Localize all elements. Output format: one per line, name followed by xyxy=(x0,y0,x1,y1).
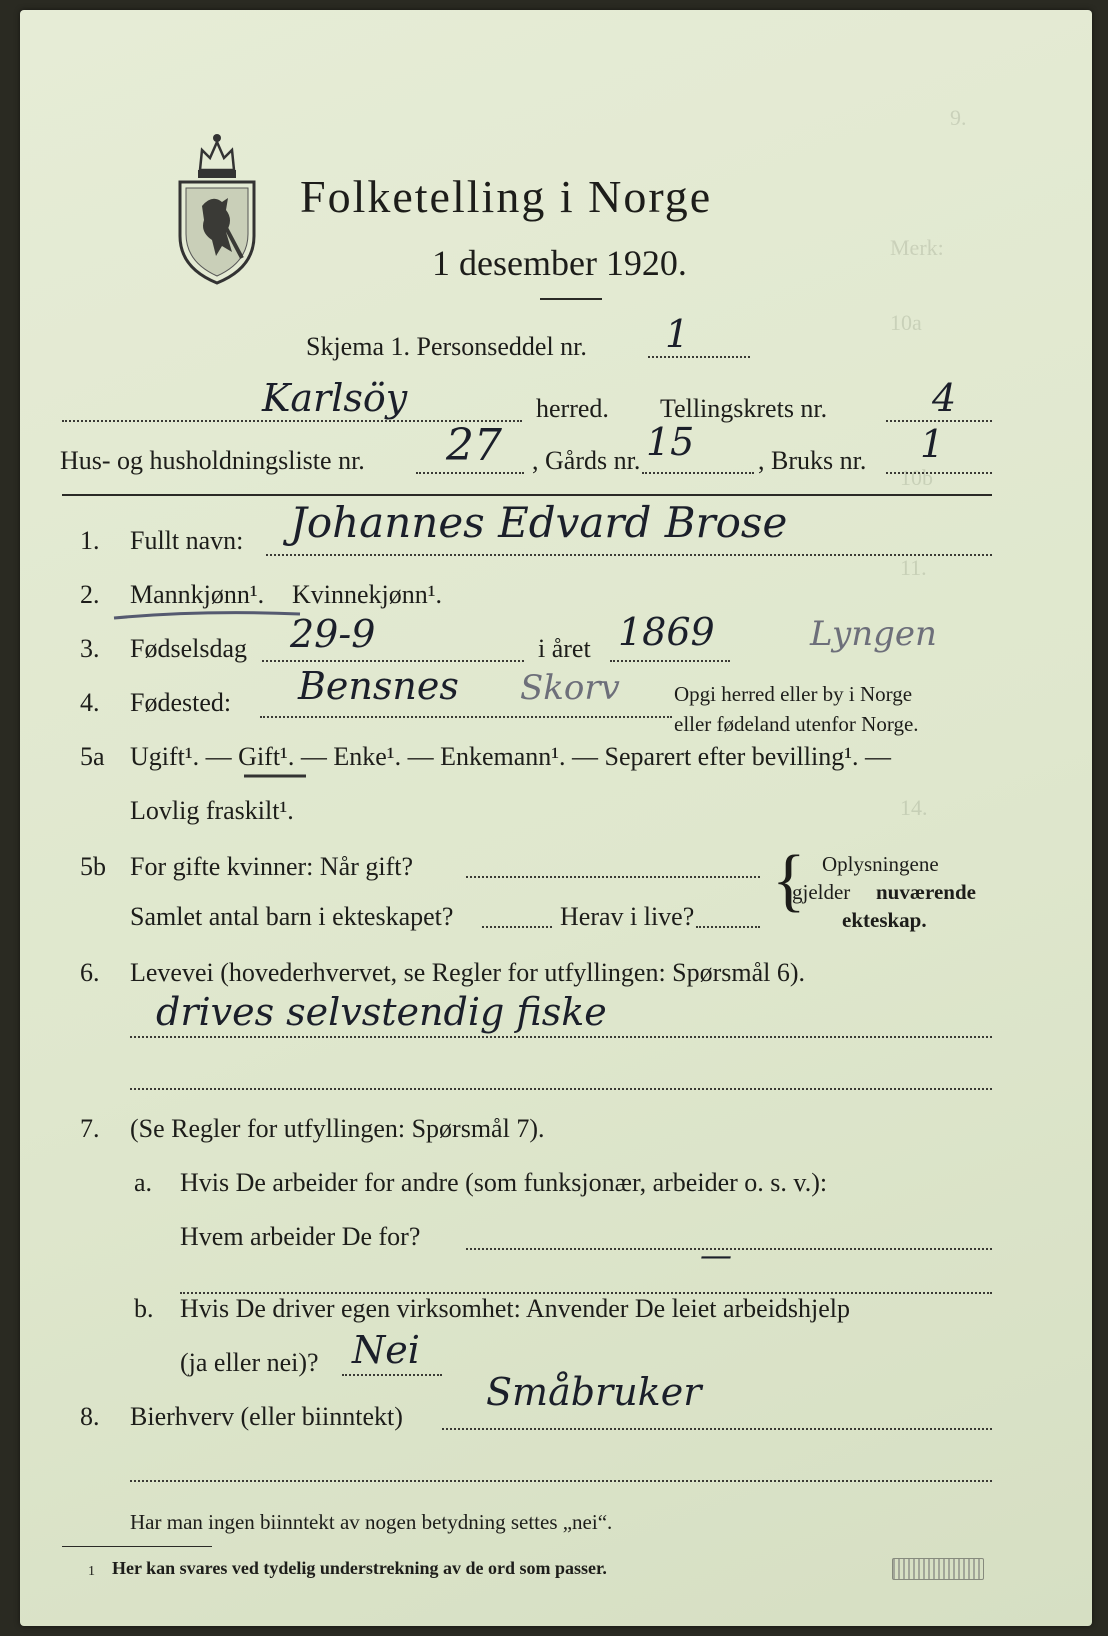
q3-year-label: i året xyxy=(538,634,591,663)
q5b-note-line1: Oplysningene xyxy=(822,852,939,876)
q5a-number: 5a xyxy=(80,742,105,771)
q7a-employer-label: Hvem arbeider De for? xyxy=(180,1222,421,1251)
schema-label: Skjema 1. Personseddel nr. xyxy=(306,332,587,361)
side-income-note: Har man ingen biinntekt av nogen betydning settes „nei“. xyxy=(130,1510,613,1534)
q6-occupation-value: drives selvstendig fiske xyxy=(156,990,607,1034)
farm-number-value: 15 xyxy=(646,420,695,464)
q2-number: 2. xyxy=(80,580,100,609)
q1-number: 1. xyxy=(80,526,100,555)
printer-stamp xyxy=(892,1558,984,1580)
farm-number-label: , Gårds nr. xyxy=(532,446,641,475)
holding-number-value: 1 xyxy=(920,422,945,466)
brace-icon: { xyxy=(772,842,806,919)
married-underline-mark xyxy=(242,770,308,782)
q7b-text: Hvis De driver egen virksomhet: Anvender De leiet arbeidshjelp xyxy=(180,1294,851,1323)
q7b-letter: b. xyxy=(134,1294,154,1323)
q7a-letter: a. xyxy=(134,1168,153,1197)
enumeration-district-value: 4 xyxy=(932,376,957,420)
q6-number: 6. xyxy=(80,958,100,987)
census-form-page: 9. Merk: 10a 10b 11. 14. Folketelling i Norge 1 desember 1920. Skjema 1. Personseddel nr. 1 Karlsöy herred. Tellingskrets nr. 4 Hus- og husholdningsliste nr. 27 , Gårds nr. 15 , Bruks nr. 1 1. Fullt navn: Johannes Edvard Brose 2. Mannkjønn¹. Kvinnekjønn¹. 3. Fødselsdag 29-9 i året 1869 Lyngen 4. Fødested: Bensnes Skorv Opgi herred eller by i Norge eller fødeland utenfor Norge. 5a Ugift¹. — Gift¹. — Enke¹. — Enkemann¹. — Separert efter bevilling¹. — Lovlig fraskilt¹. 5b For gifte kvinner: Når gift? Samlet antal barn i ekteskapet? Herav i live? { Oplysningene gjelder nuværende ekteskap. 6. Levevei (hovederhvervet, se Regler for utfyllingen: Spørsmål 6). drives selvstendig fiske 7. (Se Regler for utfyllingen: Spørsmål 7). a. Hvis De arbeider for andre (som funksjonær, arbeider o. s. v.): Hvem arbeider De for? — b. Hvis De driver egen virksomhet: Anvender De leiet arbeidshjelp (ja eller nei)? Nei 8. Bierhverv (eller biinntekt) Småbruker Har man ingen biinntekt av nogen betydning settes „nei“. 1 Her kan svares ved tydelig understrekning av de ord som passer. xyxy=(20,10,1092,1626)
footnote-marker: 1 xyxy=(88,1564,95,1579)
q8-label: Bierhverv (eller biinntekt) xyxy=(130,1402,403,1431)
q4-note-line1: Opgi herred eller by i Norge xyxy=(674,682,913,706)
municipality-label: herred. xyxy=(536,394,609,423)
form-date: 1 desember 1920. xyxy=(432,243,687,283)
q2-option-female: Kvinnekjønn¹. xyxy=(292,580,443,609)
q5b-note-line2: gjelder xyxy=(792,880,851,904)
q5b-when-married-label: For gifte kvinner: Når gift? xyxy=(130,852,414,881)
q2-option-male: Mannkjønn¹. xyxy=(130,580,265,609)
q4-birthplace-value: Bensnes xyxy=(298,664,459,708)
q8-number: 8. xyxy=(80,1402,100,1431)
q5b-note-line2-bold: nuværende xyxy=(876,880,976,904)
q3-label: Fødselsdag xyxy=(130,634,247,663)
q5b-note-line3: ekteskap. xyxy=(842,908,927,932)
crossed-out-note: Lyngen xyxy=(810,614,937,654)
holding-number-label: , Bruks nr. xyxy=(758,446,867,475)
footnote-text: Her kan svares ved tydelig understrekning av de ord som passer. xyxy=(112,1558,607,1578)
q3-number: 3. xyxy=(80,634,100,663)
q4-number: 4. xyxy=(80,688,100,717)
q7a-dash-mark: — xyxy=(700,1236,732,1274)
q5a-options-cont: Lovlig fraskilt¹. xyxy=(130,796,294,825)
person-slip-number: 1 xyxy=(665,312,690,356)
q7a-text: Hvis De arbeider for andre (som funksjonær, arbeider o. s. v.): xyxy=(180,1168,828,1197)
q5b-children-label: Samlet antal barn i ekteskapet? xyxy=(130,902,454,931)
q5a-options: Ugift¹. — Gift¹. — Enke¹. — Enkemann¹. — Separert efter bevilling¹. — xyxy=(130,742,892,771)
q3-birthday-value: 29-9 xyxy=(290,612,376,656)
form-title: Folketelling i Norge xyxy=(300,171,713,222)
male-underline-mark xyxy=(112,608,302,624)
municipality-value: Karlsöy xyxy=(262,376,408,420)
household-list-value: 27 xyxy=(446,420,502,471)
q1-full-name-value: Johannes Edvard Brose xyxy=(290,498,788,547)
q6-label: Levevei (hovederhvervet, se Regler for utfyllingen: Spørsmål 6). xyxy=(130,958,806,987)
norwegian-coat-of-arms-icon xyxy=(172,128,262,288)
q7b-yes-no-label: (ja eller nei)? xyxy=(180,1348,319,1377)
enumeration-district-label: Tellingskrets nr. xyxy=(660,394,828,423)
q4-note-line2: eller fødeland utenfor Norge. xyxy=(674,712,919,736)
q1-label: Fullt navn: xyxy=(130,526,244,555)
q3-year-value: 1869 xyxy=(618,610,715,654)
household-list-label: Hus- og husholdningsliste nr. xyxy=(60,446,365,475)
q5b-alive-label: Herav i live? xyxy=(560,902,695,931)
q7b-yes-no-value: Nei xyxy=(352,1328,420,1372)
q8-side-income-value: Småbruker xyxy=(486,1370,702,1414)
q4-label: Fødested: xyxy=(130,688,232,717)
q4-birthplace-addition: Skorv xyxy=(520,668,620,708)
q7-label: (Se Regler for utfyllingen: Spørsmål 7). xyxy=(130,1114,545,1143)
q7-number: 7. xyxy=(80,1114,100,1143)
q5b-number: 5b xyxy=(80,852,106,881)
